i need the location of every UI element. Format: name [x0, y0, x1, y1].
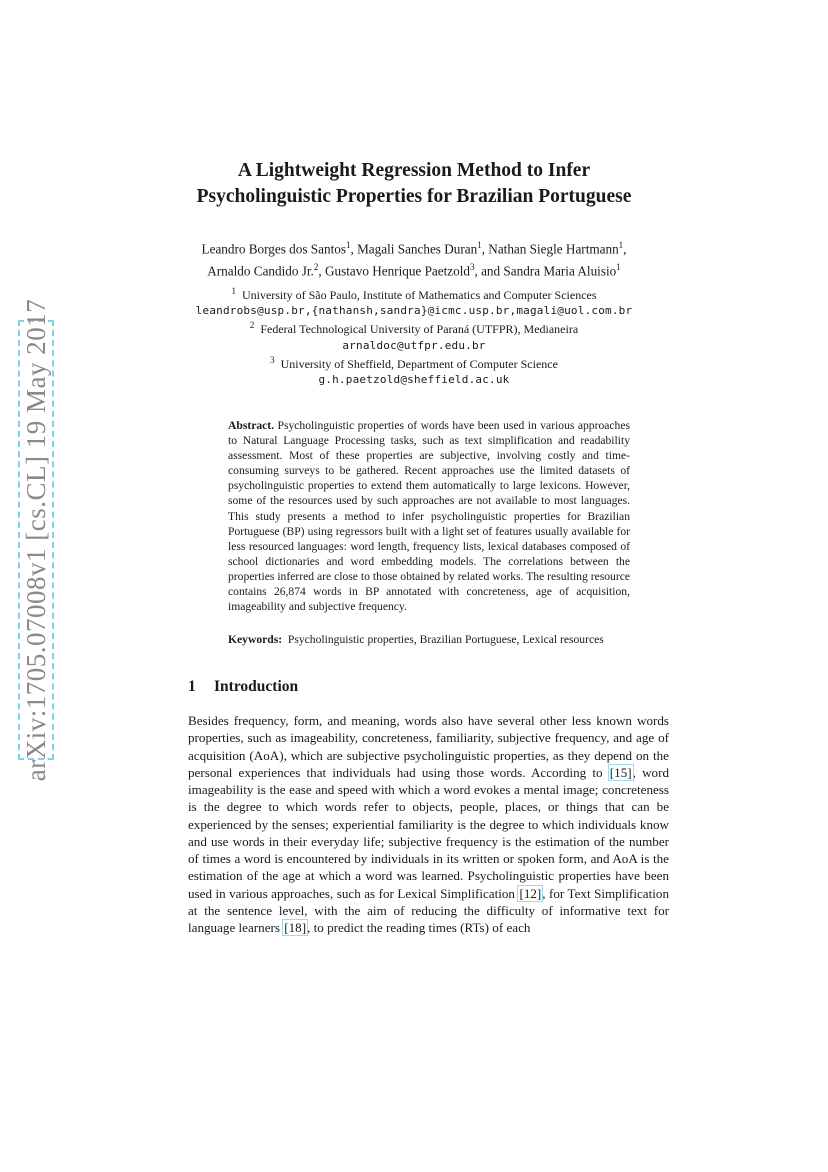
- affiliation-1: [0, 284, 828, 303]
- paper-title: [0, 158, 828, 210]
- author-list: [0, 236, 828, 281]
- affiliation-2: [0, 318, 828, 337]
- affiliation-list: [0, 284, 828, 387]
- author-name: Nathan Siegle Hartmann: [488, 241, 619, 257]
- intro-text: Besides frequency, form, and meaning, words also have several other less known words properties, such as imageability, concreteness, familiarity, subjective frequency, and age of acquisition (AoA), which are subjective psycholinguistic properties, as they depend on the personal experiences that individuals had using those words. According to: [188, 713, 669, 780]
- section-number: 1: [188, 678, 196, 695]
- affiliation-mark: 2: [249, 320, 255, 331]
- author-separator: ,: [481, 241, 489, 257]
- author-affiliation-mark: 3: [469, 262, 475, 273]
- arxiv-identifier-stamp[interactable]: arXiv:1705.07008v1 [cs.CL] 19 May 2017: [18, 320, 54, 760]
- author-separator: ,: [318, 263, 325, 279]
- author-affiliation-mark: 1: [618, 240, 624, 250]
- affiliation-3-email[interactable]: g.h.paetzold@sheffield.ac.uk: [318, 373, 510, 387]
- intro-text: , for Text Simplification at the sentence level, with the aim of reducing the difficulty of informative text for language learners: [188, 885, 669, 935]
- abstract: [228, 418, 630, 614]
- section-title: Introduction: [214, 678, 299, 695]
- abstract-label: Abstract.: [228, 419, 275, 432]
- affiliation-name: University of Sheffield, Department of Computer Science: [280, 356, 558, 371]
- affiliation-mark: 1: [231, 286, 236, 296]
- affiliation-2-email[interactable]: arnaldoc@utfpr.edu.br: [342, 338, 486, 352]
- affiliation-mark: 3: [270, 354, 275, 365]
- author-affiliation-mark: 1: [477, 240, 482, 250]
- citation-link[interactable]: [18]: [284, 920, 307, 935]
- author-name: Magali Sanches Duran: [357, 241, 478, 257]
- author-affiliation-mark: 1: [345, 240, 351, 250]
- author-name: Gustavo Henrique Paetzold: [324, 263, 470, 279]
- intro-text: , word imageability is the ease and speed with which a word evokes a mental image; concreteness is the degree to which words refer to objects, people, places, or things that can be experienced by the senses; experiential familiarity is the degree to which individuals know and use words in their everyday life; subjective frequency is the estimation of the number of times a word is encountered by individuals in its written or spoken form, and AoA is the estimation of the age at which a word was learned. Psycholinguistic properties have been used in various approaches, such as for Lexical Simplification: [188, 764, 669, 901]
- keywords-text: Psycholinguistic properties, Brazilian Portuguese, Lexical resources: [287, 633, 604, 646]
- author-name: Arnaldo Candido Jr.: [207, 263, 314, 279]
- author-affiliation-mark: 2: [313, 262, 319, 273]
- author-line-2: [0, 258, 828, 280]
- author-line-1: [0, 236, 828, 258]
- affiliation-name: University of São Paulo, Institute of Mathematics and Computer Sciences: [241, 288, 597, 302]
- author-name: Sandra Maria Aluisio: [503, 263, 617, 279]
- author-name: Leandro Borges dos Santos: [201, 241, 346, 257]
- author-affiliation-mark: 1: [616, 262, 621, 273]
- title-line-1: A Lightweight Regression Method to Infer: [237, 160, 591, 181]
- citation-link[interactable]: [15]: [609, 764, 632, 780]
- citation-link[interactable]: [12]: [519, 885, 542, 901]
- title-line-2: Psycholinguistic Properties for Brazilian Portuguese: [196, 186, 632, 207]
- author-separator: ,: [623, 241, 627, 257]
- introduction-paragraph: [188, 712, 669, 936]
- intro-text: , to predict the reading times (RTs) of each: [307, 920, 531, 935]
- affiliation-1-email[interactable]: leandrobs@usp.br,{nathansh,sandra}@icmc.usp.br,magali@uol.com.br: [195, 304, 633, 318]
- abstract-text: Psycholinguistic properties of words have been used in various approaches to Natural Language Processing tasks, such as text simplification and readability assessment. Most of these properties are subjective, involving costly and time-consuming surveys to be gathered. Recent approaches use the limited datasets of psycholinguistic properties to extend them automatically to large lexicons. However, some of the resources used by such approaches are not available to most languages. This study presents a method to infer psycholinguistic properties for Brazilian Portuguese (BP) using regressors built with a light set of features usually available for less resourced languages: word length, frequency lists, lexical databases composed of school dictionaries and word embedding models. The correlations between the properties inferred are close to those obtained by related works. The resulting resource contains 26,874 words in BP annotated with concreteness, age of acquisition, imageability and subjective frequency.: [228, 419, 630, 614]
- section-heading-introduction: [188, 677, 668, 697]
- keywords-label: Keywords:: [228, 633, 283, 646]
- affiliation-3: [0, 353, 828, 372]
- author-separator: ,: [350, 241, 358, 257]
- author-separator: , and: [474, 263, 504, 279]
- affiliation-name: Federal Technological University of Paraná (UTFPR), Medianeira: [260, 322, 579, 337]
- keywords: [228, 632, 638, 647]
